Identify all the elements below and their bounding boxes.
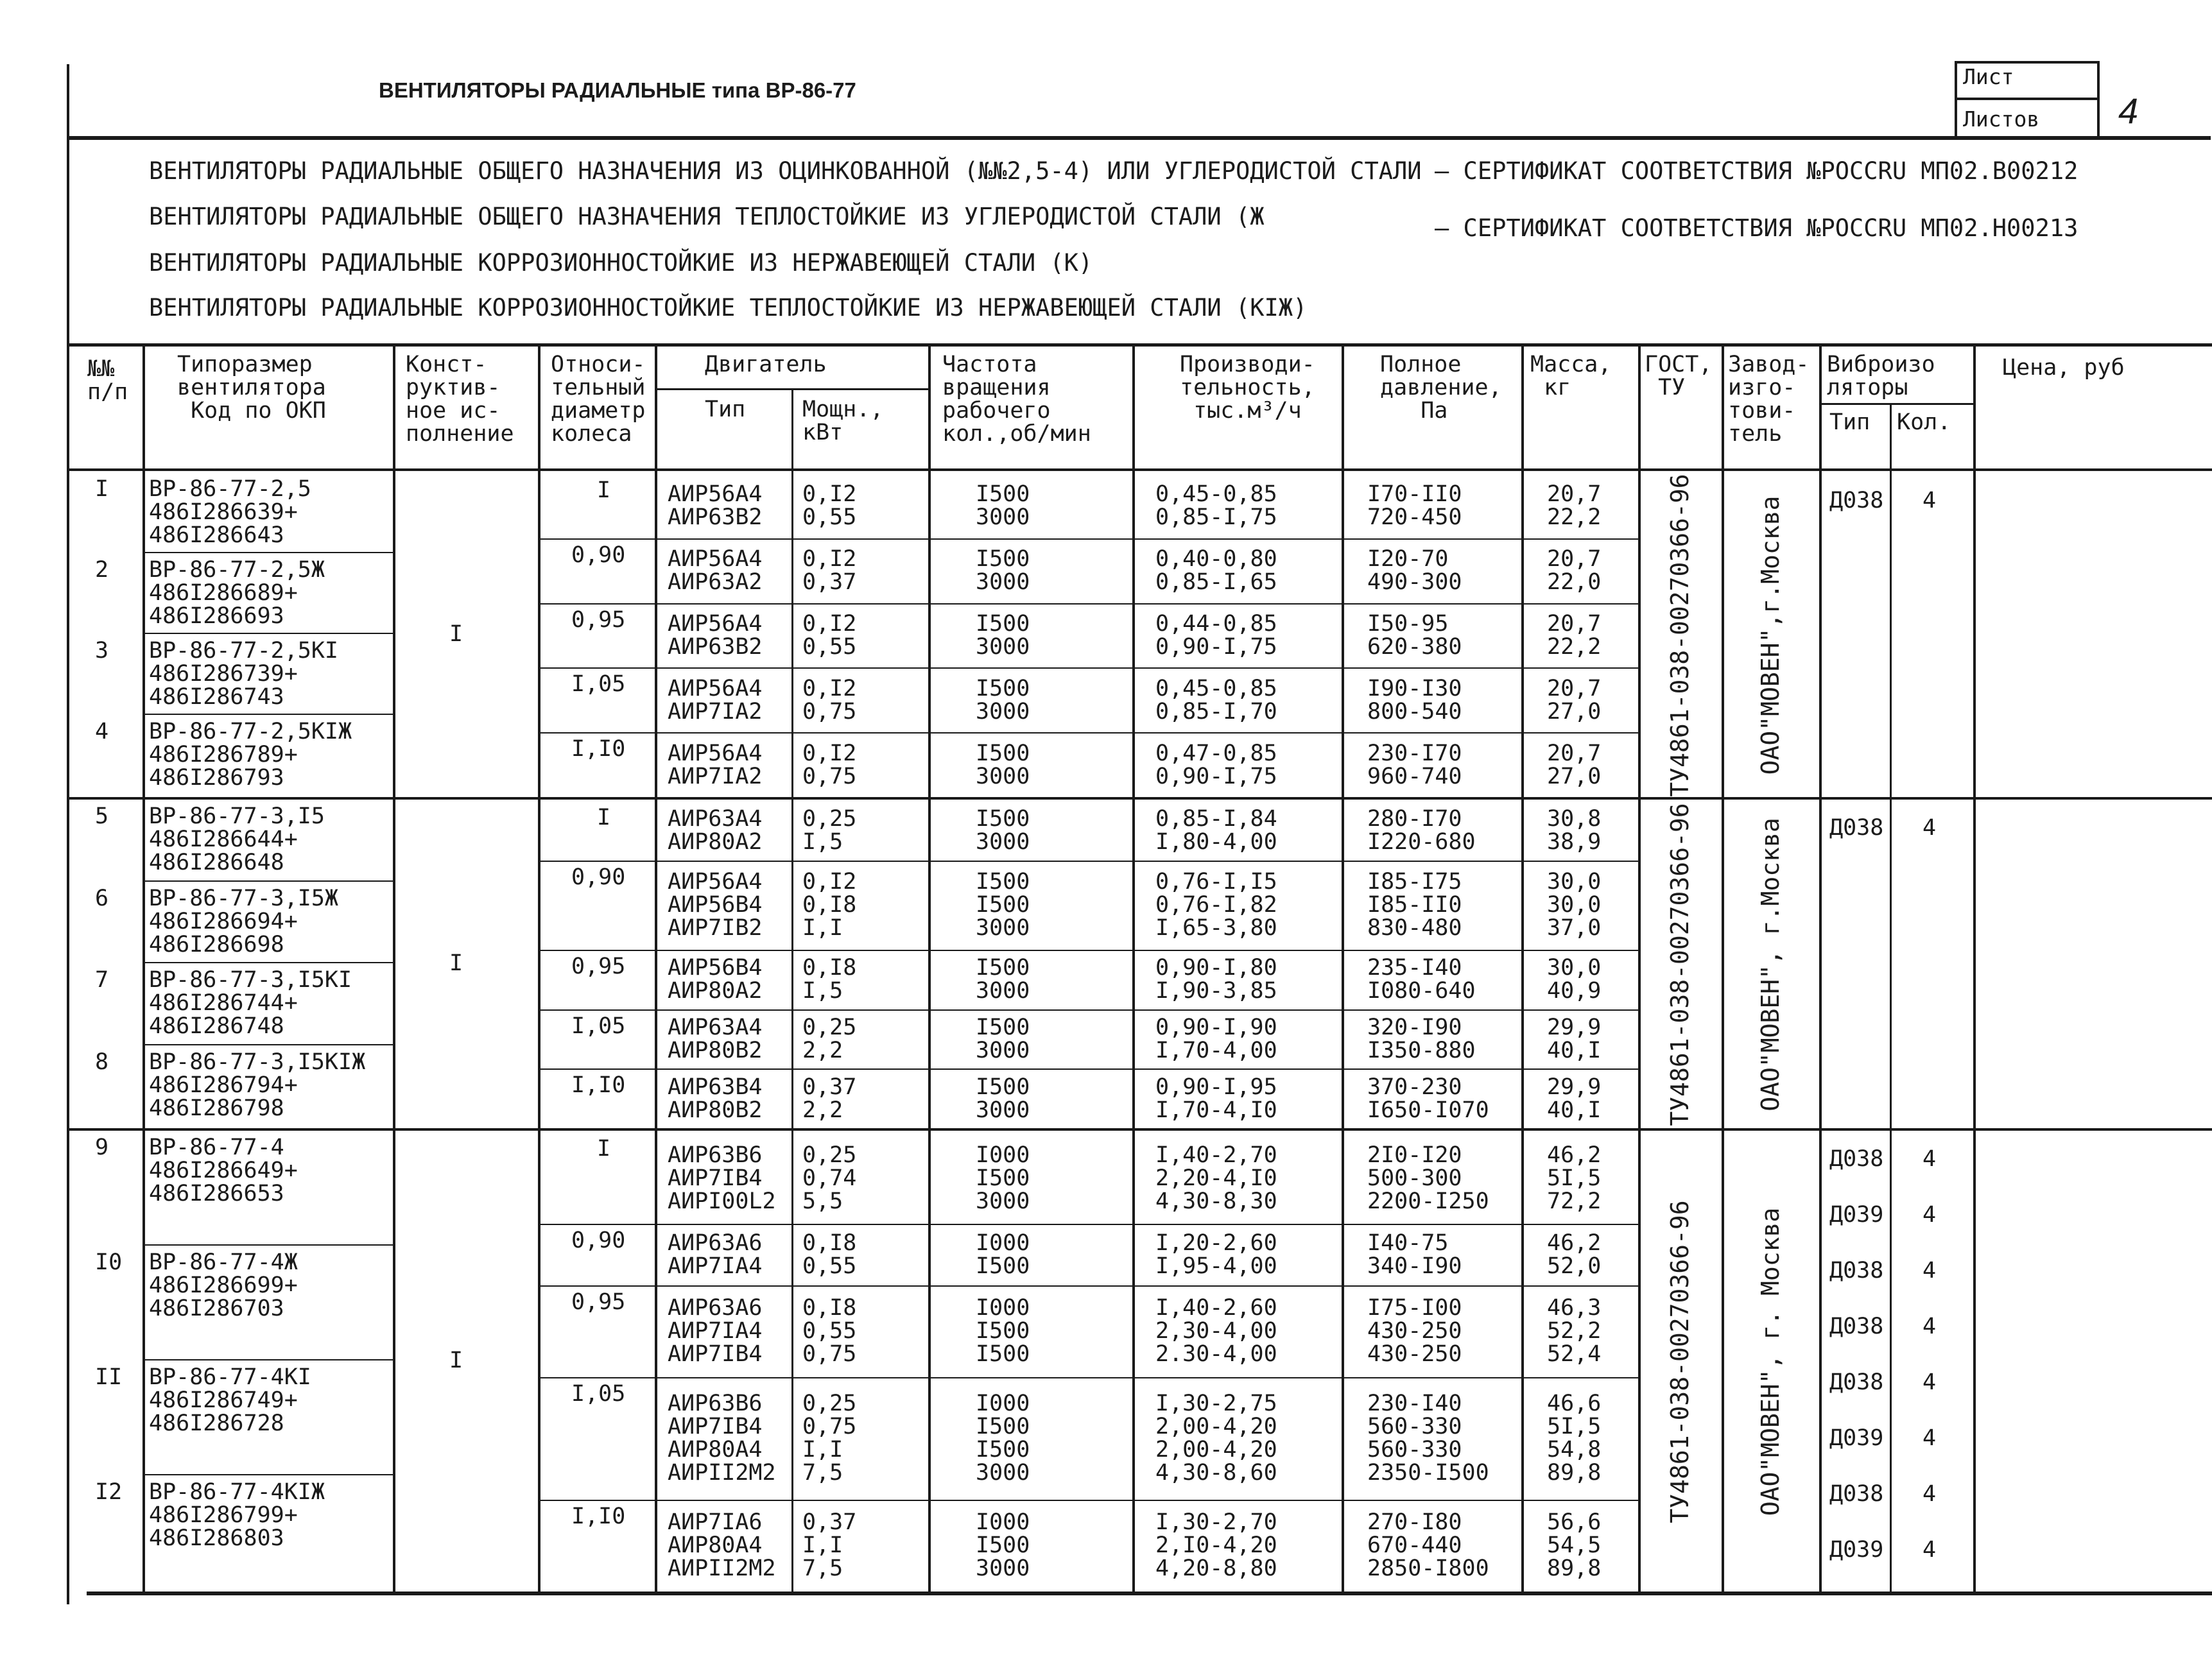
- col-header-freq: Частота вращения рабочего кол.,об/мин: [942, 352, 1091, 447]
- motor-power: 0,I2 0,I8 I,I: [802, 869, 857, 941]
- row-divider: [538, 861, 1638, 862]
- intro-line-2: ВЕНТИЛЯТОРЫ РАДИАЛЬНЫЕ ОБЩЕГО НАЗНАЧЕНИЯ ТЕПЛОСТОЙКИЕ ИЗ УГЛЕРОДИСТОЙ СТАЛИ (Ж: [149, 203, 1265, 230]
- row-divider: [143, 880, 393, 882]
- vibro-isolator-qty: 4: [1923, 1369, 1937, 1395]
- constr-variant: I: [449, 1348, 463, 1373]
- col-line-14: [1973, 343, 1976, 1591]
- fan-number: 7: [95, 967, 109, 993]
- intro-line-3: ВЕНТИЛЯТОРЫ РАДИАЛЬНЫЕ КОРРОЗИОННОСТОЙКИЕ ИЗ НЕРЖАВЕЮЩЕЙ СТАЛИ (К): [149, 249, 1093, 277]
- mass: 20,7 27,0: [1547, 740, 1602, 789]
- motor-power: 0,25 0,74 5,5: [802, 1142, 857, 1214]
- mass: 20,7 27,0: [1547, 675, 1602, 725]
- productivity: 0,47-0,85 0,90-I,75: [1155, 740, 1277, 789]
- col-line-4: [655, 343, 657, 1591]
- mass: 56,6 54,5 89,8: [1547, 1509, 1602, 1582]
- constr-variant: I: [449, 621, 463, 647]
- full-pressure: I20-70 490-300: [1367, 546, 1462, 596]
- fan-name-code: ВР-86-77-3,I5Ж 486I286694+ 486I286698: [149, 885, 339, 957]
- productivity: 0,45-0,85 0,85-I,75: [1155, 481, 1277, 531]
- col-header-maker: Завод- изго- тови- тель: [1728, 352, 1810, 447]
- row-divider: [143, 1244, 393, 1246]
- motor-power: 0,I8 0,55 0,75: [802, 1295, 857, 1368]
- motor-power: 0,37 I,I 7,5: [802, 1509, 857, 1582]
- motor-power: 0,I2 0,75: [802, 740, 857, 789]
- motor-type: АИР63А4 АИР80В2: [668, 1014, 763, 1063]
- row-divider: [143, 1474, 393, 1475]
- relative-diameter: I,I0: [571, 736, 626, 762]
- motor-type: АИР56В4 АИР80А2: [668, 955, 763, 1004]
- relative-diameter: 0,90: [571, 864, 626, 890]
- vibro-isolator-qty: 4: [1923, 1314, 1937, 1339]
- col-header-press: Полное давление, Па: [1380, 352, 1502, 424]
- row-divider: [538, 1377, 1638, 1378]
- vibro-isolator-qty: 4: [1923, 488, 1937, 513]
- vibro-isolator-qty: 4: [1923, 1425, 1937, 1451]
- rotation-frequency: I500 3000: [976, 675, 1030, 725]
- productivity: 0,40-0,80 0,85-I,65: [1155, 546, 1277, 596]
- vibro-isolator-type: Д038: [1829, 1258, 1884, 1283]
- fan-name-code: ВР-86-77-3,I5 486I286644+ 486I286648: [149, 803, 325, 875]
- table-bottom-border: [87, 1591, 2212, 1595]
- row-divider: [143, 552, 393, 553]
- vib-subheader-line: [1819, 403, 1973, 405]
- fan-number: 2: [95, 557, 109, 583]
- col-line-7: [1132, 343, 1135, 1591]
- vibro-isolator-type: Д038: [1829, 1369, 1884, 1395]
- full-pressure: 230-I70 960-740: [1367, 740, 1462, 789]
- col-line-2: [393, 343, 395, 1591]
- vibro-isolator-type: Д039: [1829, 1202, 1884, 1228]
- mass: 20,7 22,2: [1547, 481, 1602, 531]
- row-divider: [538, 603, 1638, 605]
- motor-power: 0,I2 0,37: [802, 546, 857, 596]
- vibro-isolator-type: Д038: [1829, 1146, 1884, 1172]
- full-pressure: 235-I40 I080-640: [1367, 955, 1476, 1004]
- rotation-frequency: I500 3000: [976, 1014, 1030, 1063]
- col-header-price: Цена, руб: [2003, 355, 2125, 381]
- fan-name-code: ВР-86-77-2,5 486I286639+ 486I286643: [149, 476, 311, 548]
- fan-number: 5: [95, 803, 109, 829]
- productivity: 0,45-0,85 0,85-I,70: [1155, 675, 1277, 725]
- fan-number: I2: [95, 1479, 123, 1505]
- productivity: I,20-2,60 I,95-4,00: [1155, 1230, 1277, 1279]
- sheet-label: Лист: [1963, 64, 2014, 89]
- col-line-12: [1819, 343, 1822, 1591]
- motor-power: 0,I8 I,5: [802, 955, 857, 1004]
- document-title: ВЕНТИЛЯТОРЫ РАДИАЛЬНЫЕ типа ВР-86-77: [379, 78, 856, 102]
- fan-name-code: ВР-86-77-3,I5КIЖ 486I286794+ 486I286798: [149, 1049, 366, 1121]
- productivity: 0,44-0,85 0,90-I,75: [1155, 611, 1277, 660]
- col-header-gost: ГОСТ, ТУ: [1645, 352, 1713, 400]
- motor-power: 0,25 0,75 I,I 7,5: [802, 1391, 857, 1486]
- full-pressure: I90-I30 800-540: [1367, 675, 1462, 725]
- motor-type: АИР63В6 АИР7IВ4 АИР80А4 АИРII2М2: [668, 1391, 776, 1486]
- vibro-isolator-qty: 4: [1923, 1202, 1937, 1228]
- fan-name-code: ВР-86-77-4КI 486I286749+ 486I286728: [149, 1364, 311, 1436]
- fan-name-code: ВР-86-77-4Ж 486I286699+ 486I286703: [149, 1249, 298, 1321]
- col-line-6: [928, 343, 931, 1591]
- row-divider: [143, 714, 393, 715]
- row-divider: [143, 1044, 393, 1045]
- col-header-motor-type: Тип: [705, 397, 746, 422]
- row-divider: [143, 633, 393, 634]
- fan-name-code: ВР-86-77-2,5КIЖ 486I286789+ 486I286793: [149, 719, 352, 791]
- col-line-11: [1722, 343, 1724, 1591]
- col-header-diam: Относи- тельный диаметр колеса: [551, 352, 646, 447]
- motor-type: АИР56А4 АИР63А2: [668, 546, 763, 596]
- motor-power: 0,37 2,2: [802, 1074, 857, 1123]
- rotation-frequency: I500 3000: [976, 481, 1030, 531]
- fan-number: 4: [95, 719, 109, 744]
- vibro-isolator-qty: 4: [1923, 1481, 1937, 1507]
- rotation-frequency: I000 I500: [976, 1230, 1030, 1279]
- relative-diameter: 0,90: [571, 542, 626, 568]
- relative-diameter: I: [597, 1136, 611, 1162]
- productivity: 0,90-I,80 I,90-3,85: [1155, 955, 1277, 1004]
- vibro-isolator-type: Д039: [1829, 1537, 1884, 1563]
- mass: 30,8 38,9: [1547, 806, 1602, 855]
- col-header-vib: Виброизо ляторы: [1827, 352, 1935, 400]
- rotation-frequency: I500 I500 3000: [976, 869, 1030, 941]
- productivity: I,30-2,75 2,00-4,20 2,00-4,20 4,30-8,60: [1155, 1391, 1277, 1486]
- row-divider: [143, 962, 393, 963]
- col-line-3: [538, 343, 540, 1591]
- motor-type: АИР56А4 АИР56В4 АИР7IВ2: [668, 869, 763, 941]
- fan-number: I: [95, 476, 109, 502]
- col-line-5: [791, 388, 793, 1591]
- col-header-num: №№ п/п: [87, 356, 128, 405]
- vibro-isolator-type: Д038: [1829, 1481, 1884, 1507]
- relative-diameter: I: [597, 477, 611, 503]
- col-header-prod: Производи- тельность, тыс.м³/ч: [1180, 352, 1315, 424]
- col-header-constr: Конст- руктив- ное ис- полнение: [406, 352, 514, 447]
- rotation-frequency: I000 I500 3000: [976, 1142, 1030, 1214]
- full-pressure: I40-75 340-I90: [1367, 1230, 1462, 1279]
- full-pressure: I85-I75 I85-II0 830-480: [1367, 869, 1462, 941]
- gost-tu-vertical: ТУ4861-038-00270366-96: [1666, 803, 1694, 1126]
- motor-power: 0,I2 0,55: [802, 481, 857, 531]
- productivity: 0,85-I,84 I,80-4,00: [1155, 806, 1277, 855]
- row-divider: [538, 1285, 1638, 1287]
- row-divider: [143, 1359, 393, 1360]
- mass: 46,6 5I,5 54,8 89,8: [1547, 1391, 1602, 1486]
- relative-diameter: I,05: [571, 671, 626, 698]
- full-pressure: 230-I40 560-330 560-330 2350-I500: [1367, 1391, 1489, 1486]
- col-header-mass: Масса, кг: [1530, 352, 1612, 400]
- mass: 20,7 22,2: [1547, 611, 1602, 660]
- fan-number: 8: [95, 1049, 109, 1075]
- row-divider: [538, 1009, 1638, 1011]
- fan-number: 6: [95, 885, 109, 911]
- full-pressure: I75-I00 430-250 430-250: [1367, 1295, 1462, 1368]
- rotation-frequency: I500 3000: [976, 1074, 1030, 1123]
- col-line-10: [1638, 343, 1641, 1591]
- full-pressure: 370-230 I650-I070: [1367, 1074, 1489, 1123]
- relative-diameter: I,I0: [571, 1072, 626, 1099]
- mass: 46,3 52,2 52,4: [1547, 1295, 1602, 1368]
- full-pressure: I50-95 620-380: [1367, 611, 1462, 660]
- motor-power: 0,25 2,2: [802, 1014, 857, 1063]
- mass: 46,2 5I,5 72,2: [1547, 1142, 1602, 1214]
- col-header-vib-type: Тип: [1829, 409, 1871, 435]
- intro-line-4: ВЕНТИЛЯТОРЫ РАДИАЛЬНЫЕ КОРРОЗИОННОСТОЙКИЕ ТЕПЛОСТОЙКИЕ ИЗ НЕРЖАВЕЮЩЕЙ СТАЛИ (КIЖ): [149, 294, 1308, 322]
- full-pressure: 2I0-I20 500-300 2200-I250: [1367, 1142, 1489, 1214]
- motor-power: 0,25 I,5: [802, 806, 857, 855]
- manufacturer-vertical: ОАО"МОВЕН",г.Москва: [1756, 495, 1784, 775]
- mass: 20,7 22,0: [1547, 546, 1602, 596]
- motor-type: АИР7IА6 АИР80А4 АИРII2М2: [668, 1509, 776, 1582]
- productivity: I,30-2,70 2,I0-4,20 4,20-8,80: [1155, 1509, 1277, 1582]
- relative-diameter: 0,95: [571, 1289, 626, 1315]
- intro-line-1: ВЕНТИЛЯТОРЫ РАДИАЛЬНЫЕ ОБЩЕГО НАЗНАЧЕНИЯ ИЗ ОЦИНКОВАННОЙ (№№2,5-4) ИЛИ УГЛЕРОДИСТОЙ СТАЛИ: [149, 157, 1422, 185]
- motor-type: АИР63А6 АИР7IА4: [668, 1230, 763, 1279]
- relative-diameter: 0,90: [571, 1228, 626, 1254]
- col-line-9: [1521, 343, 1524, 1591]
- vibro-isolator-type: Д038: [1829, 1314, 1884, 1339]
- motor-type: АИР56А4 АИР63В2: [668, 481, 763, 531]
- relative-diameter: I,05: [571, 1380, 626, 1407]
- full-pressure: 320-I90 I350-880: [1367, 1014, 1476, 1063]
- row-divider: [538, 732, 1638, 734]
- fan-number: 3: [95, 638, 109, 664]
- col-line-1: [143, 343, 145, 1591]
- page-number: 4: [2118, 90, 2139, 131]
- mass: 29,9 40,I: [1547, 1074, 1602, 1123]
- full-pressure: I70-II0 720-450: [1367, 481, 1462, 531]
- rotation-frequency: I500 3000: [976, 611, 1030, 660]
- relative-diameter: 0,95: [571, 953, 626, 979]
- full-pressure: 280-I70 I220-680: [1367, 806, 1476, 855]
- row-divider: [538, 950, 1638, 951]
- vibro-isolator-type: Д039: [1829, 1425, 1884, 1451]
- relative-diameter: 0,95: [571, 606, 626, 633]
- motor-type: АИР56А4 АИР63В2: [668, 611, 763, 660]
- fan-name-code: ВР-86-77-4 486I286649+ 486I286653: [149, 1135, 298, 1206]
- col-header-motor: Двигатель: [705, 352, 827, 377]
- manufacturer-vertical: ОАО"МОВЕН", г.Москва: [1756, 818, 1784, 1111]
- full-pressure: 270-I80 670-440 2850-I800: [1367, 1509, 1489, 1582]
- intro-line-2-cert: — СЕРТИФИКАТ СООТВЕТСТВИЯ №РОССRU МП02.Н00213: [1435, 214, 2078, 242]
- productivity: I,40-2,60 2,30-4,00 2.30-4,00: [1155, 1295, 1277, 1368]
- rotation-frequency: I000 I500 3000: [976, 1509, 1030, 1582]
- motor-type: АИР63А4 АИР80А2: [668, 806, 763, 855]
- mass: 29,9 40,I: [1547, 1014, 1602, 1063]
- vibro-isolator-qty: 4: [1923, 815, 1937, 841]
- rotation-frequency: I500 3000: [976, 955, 1030, 1004]
- mass: 30,0 40,9: [1547, 955, 1602, 1004]
- fan-name-code: ВР-86-77-2,5КI 486I286739+ 486I286743: [149, 638, 339, 710]
- col-header-type: Типоразмер вентилятора Код по ОКП: [177, 352, 326, 424]
- manufacturer-vertical: ОАО"МОВЕН", г. Москва: [1756, 1207, 1784, 1516]
- fan-number: 9: [95, 1135, 109, 1160]
- motor-power: 0,I2 0,75: [802, 675, 857, 725]
- fan-number: II: [95, 1364, 123, 1390]
- rotation-frequency: I500 3000: [976, 546, 1030, 596]
- intro-line-1-cert: — СЕРТИФИКАТ СООТВЕТСТВИЯ №РОССRU МП02.В00212: [1435, 157, 2078, 185]
- relative-diameter: I: [597, 805, 611, 830]
- motor-power: 0,I2 0,55: [802, 611, 857, 660]
- fan-name-code: ВР-86-77-4КIЖ 486I286799+ 486I286803: [149, 1479, 325, 1551]
- mass: 30,0 30,0 37,0: [1547, 869, 1602, 941]
- relative-diameter: I,05: [571, 1013, 626, 1039]
- col-header-motor-power: Мощн., кВт: [802, 397, 884, 445]
- productivity: I,40-2,70 2,20-4,I0 4,30-8,30: [1155, 1142, 1277, 1214]
- fan-number: I0: [95, 1249, 123, 1275]
- motor-type: АИР56А4 АИР7IА2: [668, 675, 763, 725]
- gost-tu-vertical: ТУ4861-038-00270366-96: [1666, 1200, 1694, 1523]
- sheets-label: Листов: [1963, 107, 2040, 132]
- rotation-frequency: I500 3000: [976, 740, 1030, 789]
- vibro-isolator-qty: 4: [1923, 1537, 1937, 1563]
- table-top-border: [67, 343, 2212, 347]
- vibro-isolator-type: Д038: [1829, 815, 1884, 841]
- col-header-vib-qty: Кол.: [1897, 409, 1951, 435]
- row-divider: [538, 1224, 1638, 1225]
- motor-type: АИР63А6 АИР7IА4 АИР7IВ4: [668, 1295, 763, 1368]
- gost-tu-vertical: ТУ4861-038-00270366-96: [1666, 474, 1694, 797]
- rotation-frequency: I000 I500 I500 3000: [976, 1391, 1030, 1486]
- fan-name-code: ВР-86-77-2,5Ж 486I286689+ 486I286693: [149, 557, 325, 629]
- col-line-13: [1890, 403, 1892, 1591]
- mass: 46,2 52,0: [1547, 1230, 1602, 1279]
- motor-type: АИР56А4 АИР7IА2: [668, 740, 763, 789]
- row-divider: [538, 1500, 1638, 1501]
- row-divider: [538, 1068, 1638, 1070]
- motor-type: АИР63В4 АИР80В2: [668, 1074, 763, 1123]
- constr-variant: I: [449, 950, 463, 976]
- motor-type: АИР63В6 АИР7IВ4 АИРI00L2: [668, 1142, 776, 1214]
- productivity: 0,76-I,I5 0,76-I,82 I,65-3,80: [1155, 869, 1277, 941]
- motor-power: 0,I8 0,55: [802, 1230, 857, 1279]
- col-line-8: [1342, 343, 1344, 1591]
- vibro-isolator-type: Д038: [1829, 488, 1884, 513]
- rotation-frequency: I500 3000: [976, 806, 1030, 855]
- productivity: 0,90-I,95 I,70-4,I0: [1155, 1074, 1277, 1123]
- rotation-frequency: I000 I500 I500: [976, 1295, 1030, 1368]
- vibro-isolator-qty: 4: [1923, 1146, 1937, 1172]
- productivity: 0,90-I,90 I,70-4,00: [1155, 1014, 1277, 1063]
- vibro-isolator-qty: 4: [1923, 1258, 1937, 1283]
- row-divider: [538, 667, 1638, 669]
- row-divider: [538, 538, 1638, 540]
- fan-name-code: ВР-86-77-3,I5КI 486I286744+ 486I286748: [149, 967, 352, 1039]
- relative-diameter: I,I0: [571, 1503, 626, 1529]
